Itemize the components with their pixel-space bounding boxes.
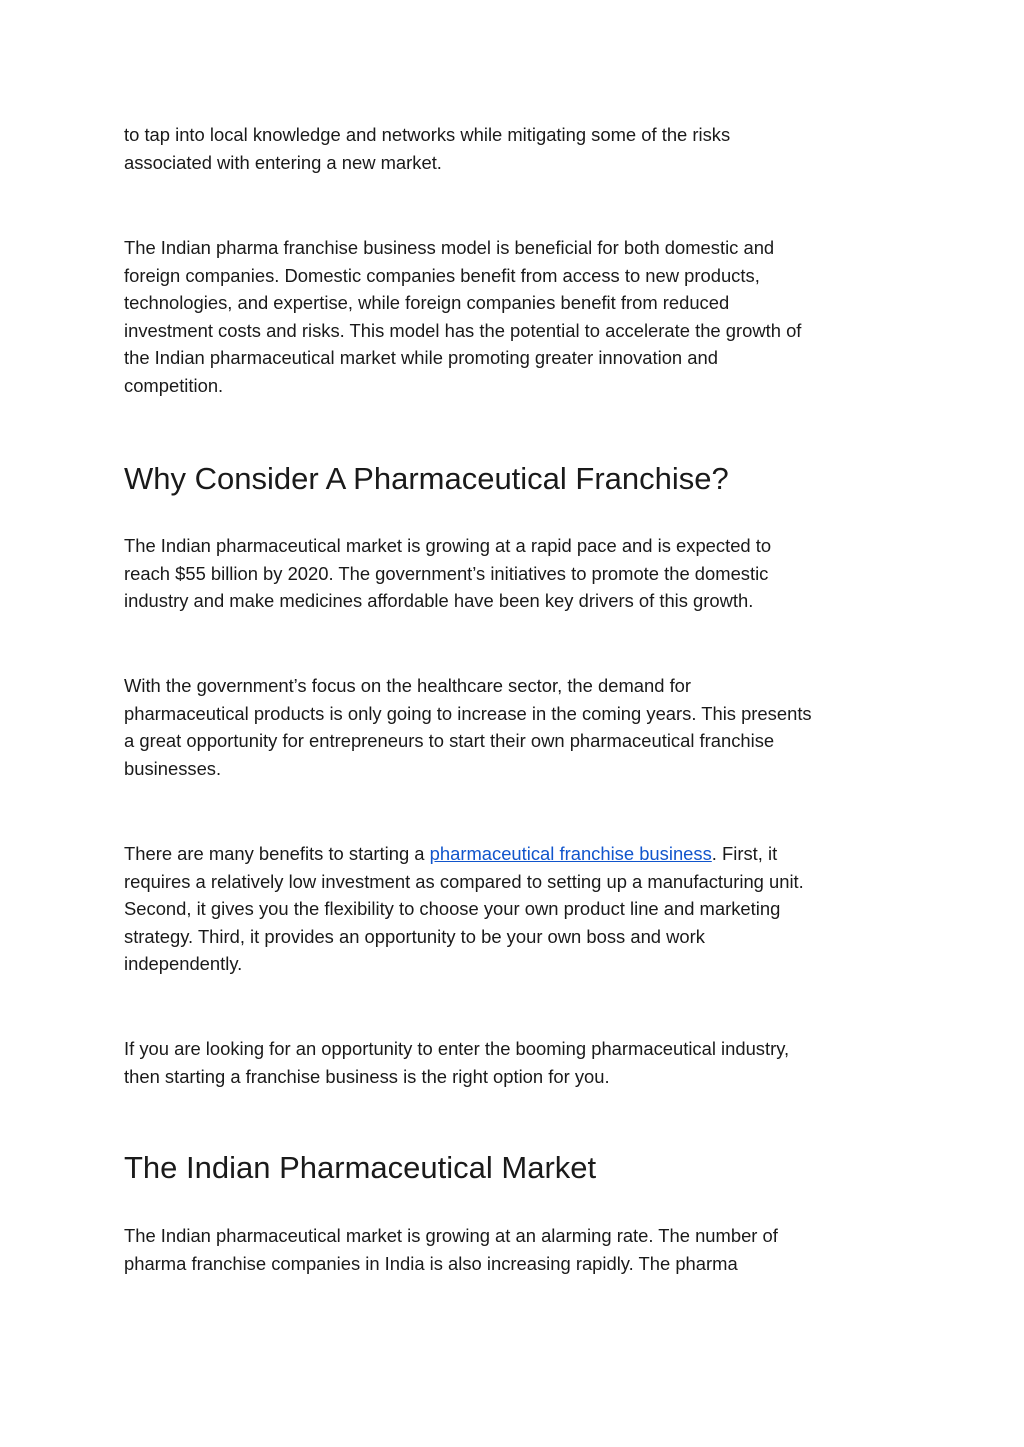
paragraph-healthcare-focus: With the government’s focus on the healthcare sector, the demand for pharmaceutical products is only going to increase in the coming years. This presents a great opportunity for entrepreneurs to start their own pharmaceutical franchise businesses. xyxy=(124,675,812,779)
paragraph-market-rate: The Indian pharmaceutical market is growing at an alarming rate. The number of pharma franchise companies in India is also increasing rapidly. The pharma xyxy=(124,1225,778,1274)
paragraph-benefits xyxy=(124,840,904,978)
pharmaceutical-franchise-business-link[interactable]: pharmaceutical franchise business xyxy=(429,843,712,864)
paragraph-local-knowledge: to tap into local knowledge and networks while mitigating some of the risks associated with entering a new market. xyxy=(124,124,731,173)
heading-indian-market: The Indian Pharmaceutical Market xyxy=(124,1150,597,1185)
benefits-text-rest: . First, it requires a relatively low investment as compared to setting up a manufacturing unit. Second, it gives you the flexibility to choose your own product line and marketing strategy. Third, it provides an opportunity to be your own boss and work independently. xyxy=(124,843,804,974)
paragraph-market-growth: The Indian pharmaceutical market is growing at a rapid pace and is expected to reach $55 billion by 2020. The government’s initiatives to promote the domestic industry and make medicines affordable have been key drivers of this growth. xyxy=(124,535,772,611)
heading-why-consider: Why Consider A Pharmaceutical Franchise? xyxy=(124,461,729,496)
paragraph-opportunity: If you are looking for an opportunity to enter the booming pharmaceutical industry, then starting a franchise business is the right option for you. xyxy=(124,1038,790,1087)
benefits-text-start: There are many benefits to starting a xyxy=(124,843,430,864)
paragraph-franchise-model: The Indian pharma franchise business model is beneficial for both domestic and foreign companies. Domestic companies benefit from access to new products, technologies, and expertise, while foreign companies benefit from reduced investment costs and risks. This model has the potential to accelerate the growth of the Indian pharmaceutical market while promoting greater innovation and competition. xyxy=(124,237,802,396)
